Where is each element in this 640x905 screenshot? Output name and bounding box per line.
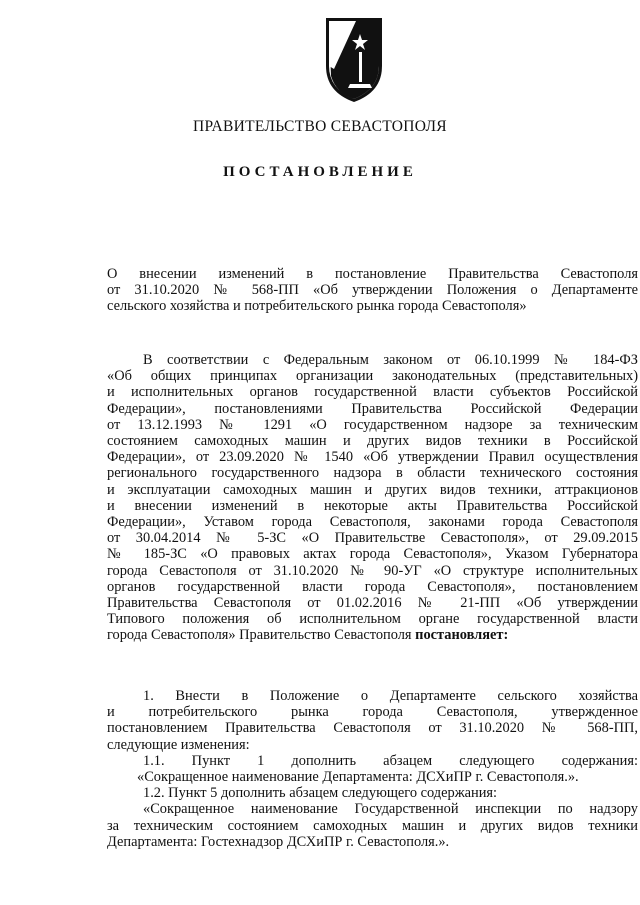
preamble-line: Федерации», от 23.09.2020 № 1540 «Об утверждении Правил осуществления — [107, 449, 638, 466]
resolves-keyword: постановляет: — [415, 627, 509, 644]
preamble-line: и внесении изменений в некоторые акты Правительства Российской — [107, 497, 638, 514]
item-1-line: 1. Внести в Положение о Департаменте сельского хозяйства — [143, 688, 638, 704]
preamble-line: регионального государственного надзора в области технического состояния — [107, 465, 638, 482]
preamble-line: и эксплуатации самоходных машин и других видов техники, аттракционов — [107, 481, 638, 498]
preamble-line: состоянием самоходных машин и других видов техники в Российской — [107, 433, 638, 450]
item-1-2-line: 1.2. Пункт 5 дополнить абзацем следующего содержания: — [143, 785, 498, 802]
preamble-line: № 185-ЗС «О правовых актах города Севастополя», Указом Губернатора — [107, 546, 638, 563]
sevastopol-coat-of-arms-icon — [320, 14, 388, 104]
item-1-line: постановлением Правительства Севастополя от 31.10.2020 № 568-ПП, — [107, 720, 638, 737]
preamble-line: от 30.04.2014 № 5-ЗС «О Правительстве Севастополя», от 29.09.2015 — [107, 530, 638, 547]
preamble-last-line — [107, 627, 638, 643]
item-1-1-text: «Сокращенное наименование Департамента: ДСХиПР г. Севастополя.». — [137, 769, 579, 786]
organization-title: ПРАВИТЕЛЬСТВО СЕВАСТОПОЛЯ — [193, 118, 447, 135]
preamble-line: «Об общих принципах организации законодательных (представительных) — [107, 368, 638, 385]
preamble-block — [107, 352, 638, 644]
preamble-line: Федерации», постановлениями Правительства Российской Федерации — [107, 400, 638, 417]
subject-line: от 31.10.2020 № 568-ПП «Об утверждении Положения о Департаменте — [107, 282, 638, 299]
subject-line: сельского хозяйства и потребительского рынка города Севастополя» — [107, 298, 527, 315]
document-type-title: ПОСТАНОВЛЕНИЕ — [223, 164, 417, 180]
item-1-1-line: 1.1. Пункт 1 дополнить абзацем следующего содержания: — [143, 752, 638, 769]
subject-block — [107, 266, 638, 315]
subject-line: О внесении изменений в постановление Правительства Севастополя — [107, 266, 638, 282]
item-1-2-text: «Сокращенное наименование Государственной инспекции по надзору — [143, 801, 638, 818]
preamble-line: Типового положения об исполнительном органе государственной власти — [107, 611, 638, 628]
preamble-line: от 13.12.1993 № 1291 «О государственном надзоре за техническим — [107, 416, 638, 433]
item-1-line: и потребительского рынка города Севастополя, утвержденное — [107, 704, 638, 721]
item-1-2-text: Департамента: Гостехнадзор ДСХиПР г. Севастополя.». — [107, 833, 450, 850]
preamble-line: города Севастополя от 31.10.2020 № 90-УГ «О структуре исполнительных — [107, 562, 638, 579]
preamble-line: и исполнительных органов государственной власти субъектов Российской — [107, 384, 638, 401]
items-block — [107, 688, 638, 850]
preamble-line: Федерации», Уставом города Севастополя, законами города Севастополя — [107, 514, 638, 531]
item-1-line: следующие изменения: — [107, 736, 250, 753]
preamble-line: В соответствии с Федеральным законом от 06.10.1999 № 184-ФЗ — [143, 352, 638, 368]
preamble-line: органов государственной власти города Севастополя», постановлением — [107, 578, 638, 595]
preamble-last-text: города Севастополя» Правительство Севастополя — [107, 627, 416, 644]
item-1-2-text: за техническим состоянием самоходных машин и других видов техники — [107, 817, 638, 834]
preamble-line: Правительства Севастополя от 01.02.2016 № 21-ПП «Об утверждении — [107, 595, 638, 612]
